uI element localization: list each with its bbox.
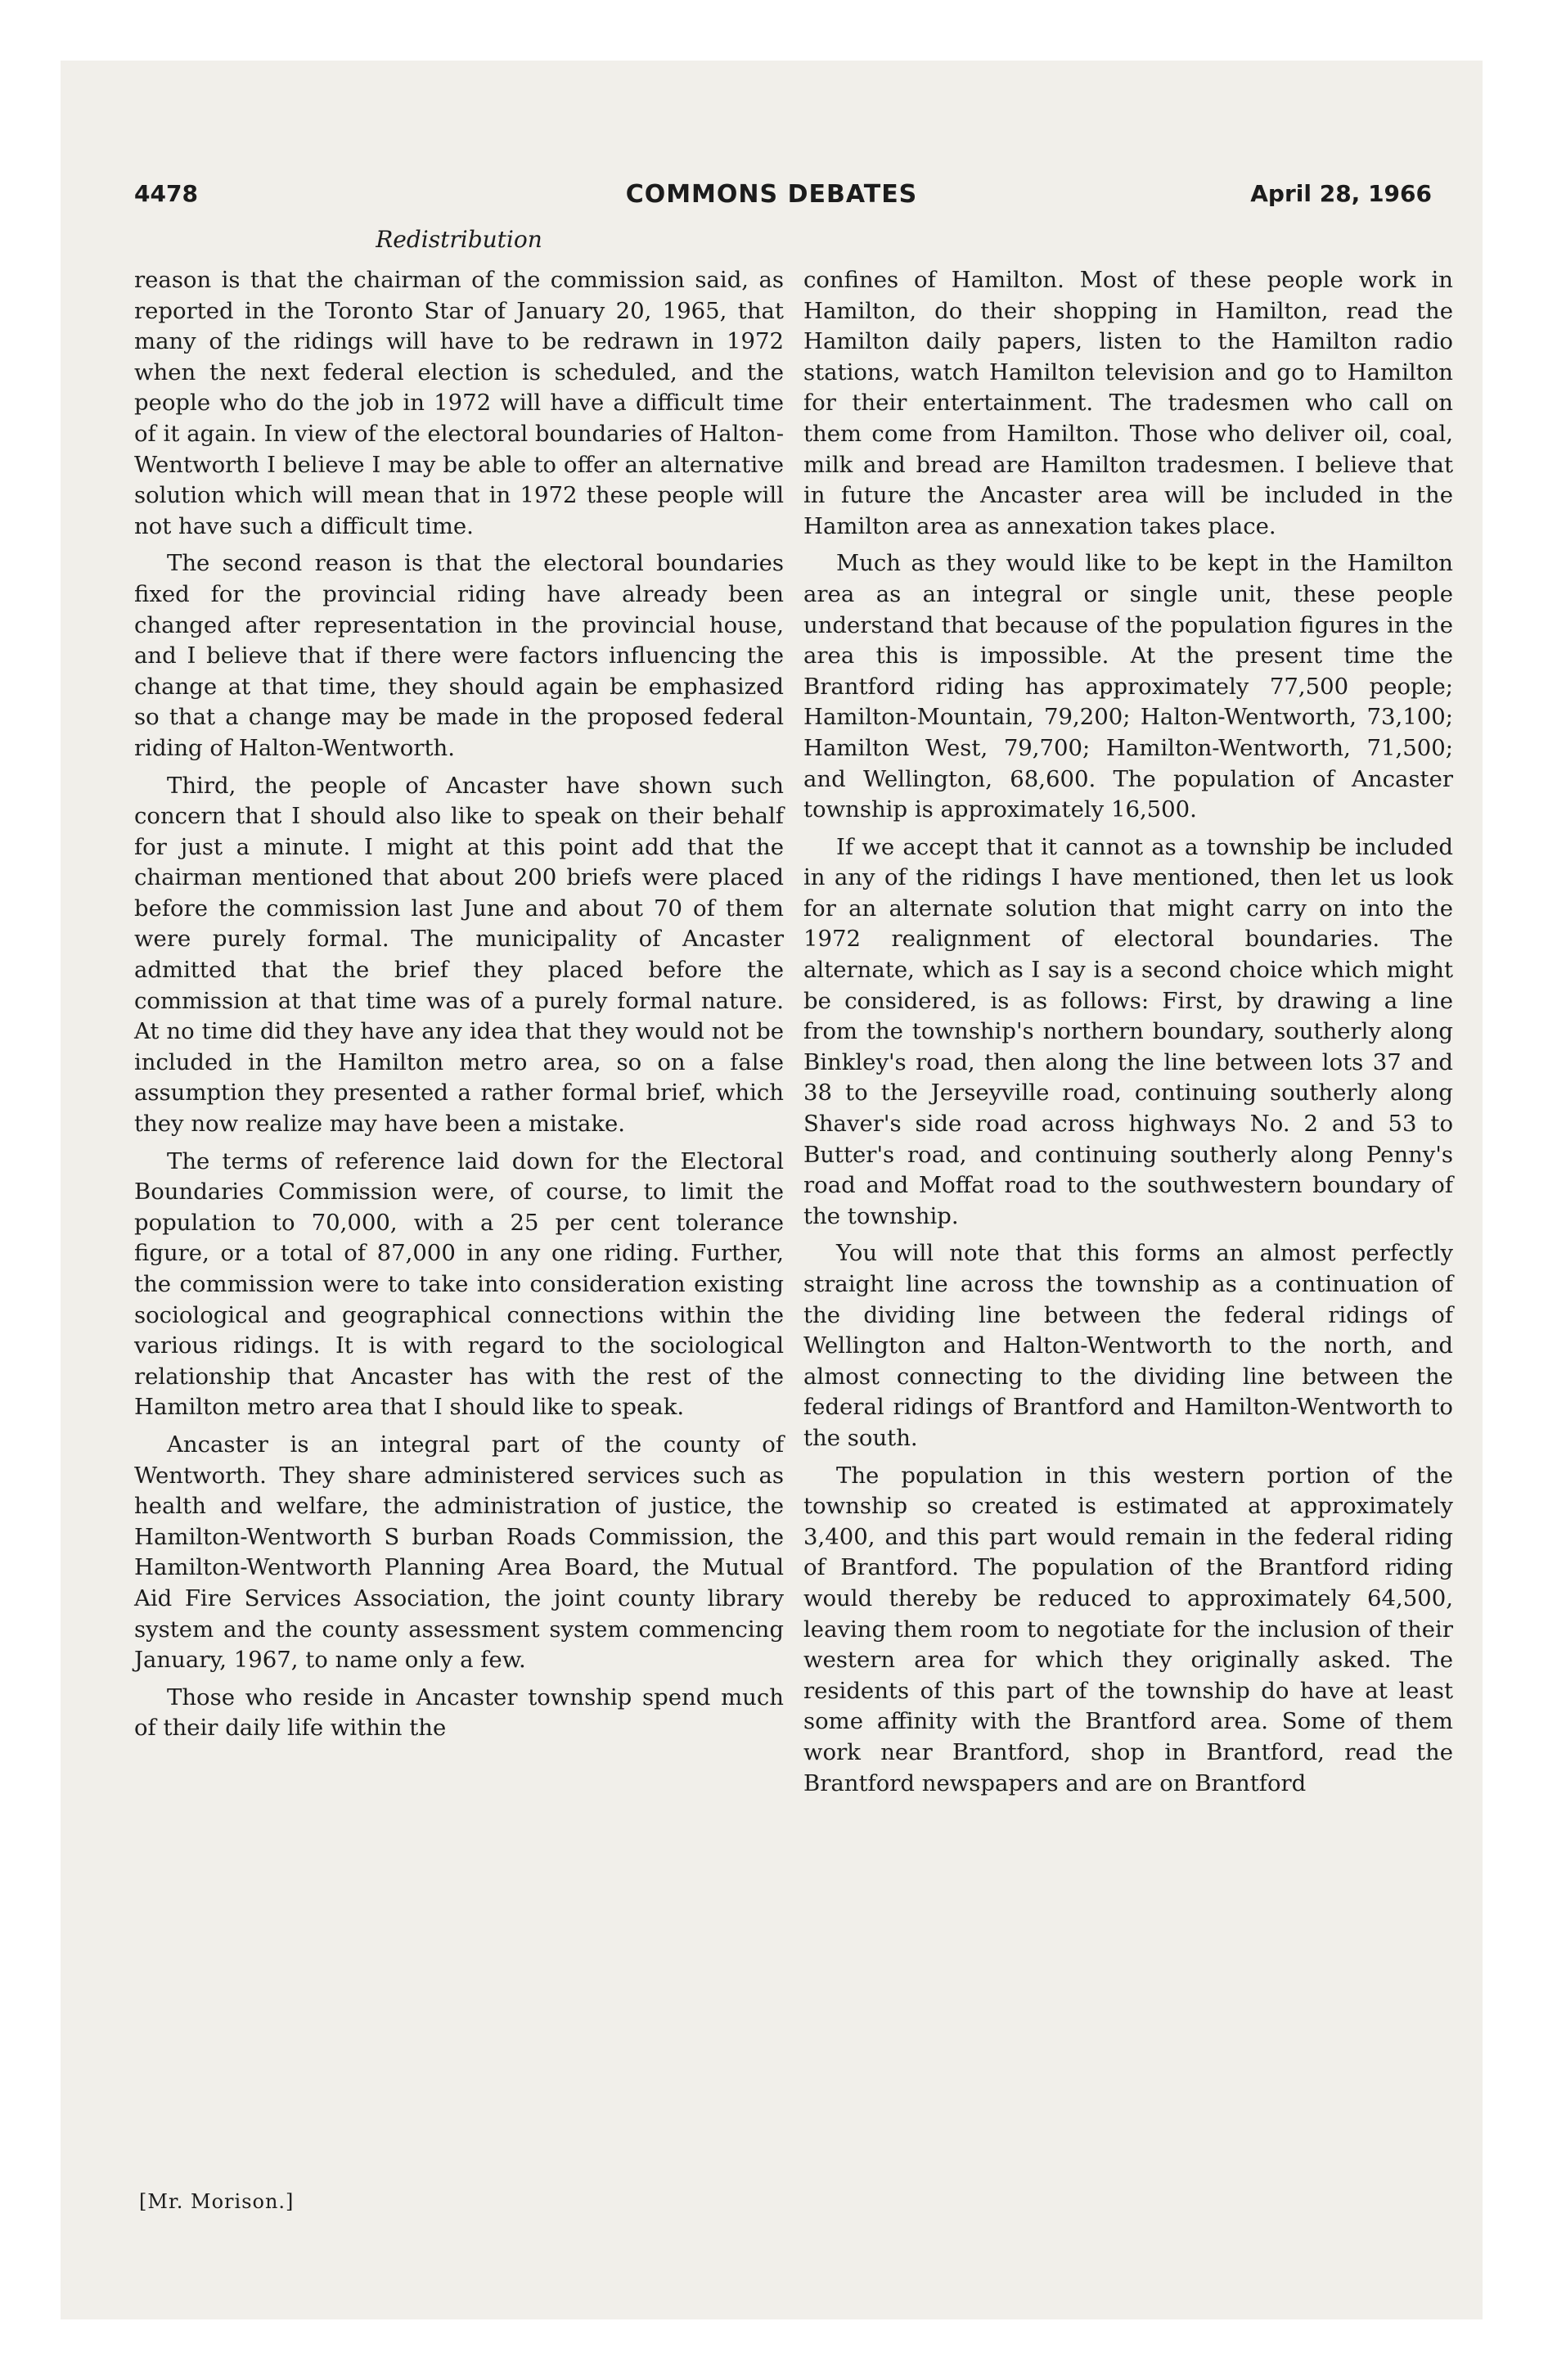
- paragraph: Those who reside in Ancaster township spend much of their daily life within the: [134, 1684, 784, 1742]
- publication-title: COMMONS DEBATES: [625, 180, 918, 209]
- right-column: [803, 265, 1453, 1805]
- paragraph: confines of Hamilton. Most of these people work in Hamilton, do their shopping in Hamilton, read the Hamilton daily papers, listen to the Hamilton radio stations, watch Hamilton television and go to Hamilton for their entertainment. The tradesmen who call on them come from Hamilton. Those who deliver oil, coal, milk and bread are Hamilton tradesmen. I believe that in future the Ancaster area will be included in the Hamilton area as annexation takes place.: [803, 267, 1453, 539]
- paragraph: The second reason is that the electoral boundaries fixed for the provincial riding have already been changed after representation in the provincial house, and I believe that if there were factors influencing the change at that time, they should again be emphasized so that a change may be made in the proposed federal riding of Halton-Wentworth.: [134, 550, 784, 761]
- page-header: [61, 180, 1483, 213]
- paragraph: The population in this western portion of the township so created is estimated at approximately 3,400, and this part would remain in the federal riding of Brantford. The population of the Brantford riding would thereby be reduced to approximately 64,500, leaving them room to negotiate for the inclusion of their western area for which they originally asked. The residents of this part of the township do have at least some affinity with the Brantford area. Some of them work near Brantford, shop in Brantford, read the Brantford newspapers and are on Brantford: [803, 1462, 1453, 1796]
- page-number: 4478: [134, 180, 198, 207]
- paragraph: If we accept that it cannot as a township be included in any of the ridings I have mentioned, then let us look for an alternate solution that might carry on into the 1972 realignment of electoral boundaries. The alternate, which as I say is a second choice which might be considered, is as follows: First, by drawing a line from the township's northern boundary, southerly along Binkley's road, then along the line between lots 37 and 38 to the Jerseyville road, continuing southerly along Shaver's side road across highways No. 2 and 53 to Butter's road, and continuing southerly along Penny's road and Moffat road to the southwestern boundary of the township.: [803, 833, 1453, 1229]
- left-column: [134, 265, 784, 1751]
- publication-date: April 28, 1966: [1250, 180, 1432, 207]
- paragraph: reason is that the chairman of the commission said, as reported in the Toronto Star of January 20, 1965, that many of the ridings will have to be redrawn in 1972 when the next federal election is scheduled, and the people who do the job in 1972 will have a difficult time of it again. In view of the electoral boundaries of Halton-Wentworth I believe I may be able to offer an alternative solution which will mean that in 1972 these people will not have such a difficult time.: [134, 267, 784, 539]
- paragraph: Ancaster is an integral part of the county of Wentworth. They share administered services such as health and welfare, the administration of justice, the Hamilton-Wentworth S burban Roads Commission, the Hamilton-Wentworth Planning Area Board, the Mutual Aid Fire Services Association, the joint county library system and the county assessment system commencing January, 1967, to name only a few.: [134, 1431, 784, 1674]
- document-page: [61, 61, 1483, 2319]
- paragraph: You will note that this forms an almost perfectly straight line across the township as a continuation of the dividing line between the federal ridings of Wellington and Halton-Wentworth to the north, and almost connecting to the dividing line between the federal ridings of Brantford and Hamilton-Wentworth to the south.: [803, 1240, 1453, 1451]
- paragraph: Third, the people of Ancaster have shown such concern that I should also like to speak on their behalf for just a minute. I might at this point add that the chairman mentioned that about 200 briefs were placed before the commission last June and about 70 of them were purely formal. The municipality of Ancaster admitted that the brief they placed before the commission at that time was of a purely formal nature. At no time did they have any idea that they would not be included in the Hamilton metro area, so on a false assumption they presented a rather formal brief, which they now realize may have been a mistake.: [134, 772, 784, 1138]
- section-subheading: Redistribution: [376, 226, 542, 253]
- paragraph: The terms of reference laid down for the Electoral Boundaries Commission were, of course, to limit the population to 70,000, with a 25 per cent tolerance figure, or a total of 87,000 in any one riding. Further, the commission were to take into consideration existing sociological and geographical connections within the various ridings. It is with regard to the sociological relationship that Ancaster has with the rest of the Hamilton metro area that I should like to speak.: [134, 1147, 784, 1421]
- speaker-attribution: [Mr. Morison.]: [139, 2190, 295, 2213]
- paragraph: Much as they would like to be kept in the Hamilton area as an integral or single unit, these people understand that because of the population figures in the area this is impossible. At the present time the Brantford riding has approximately 77,500 people; Hamilton-Mountain, 79,200; Halton-Wentworth, 73,100; Hamilton West, 79,700; Hamilton-Wentworth, 71,500; and Wellington, 68,600. The population of Ancaster township is approximately 16,500.: [803, 550, 1453, 823]
